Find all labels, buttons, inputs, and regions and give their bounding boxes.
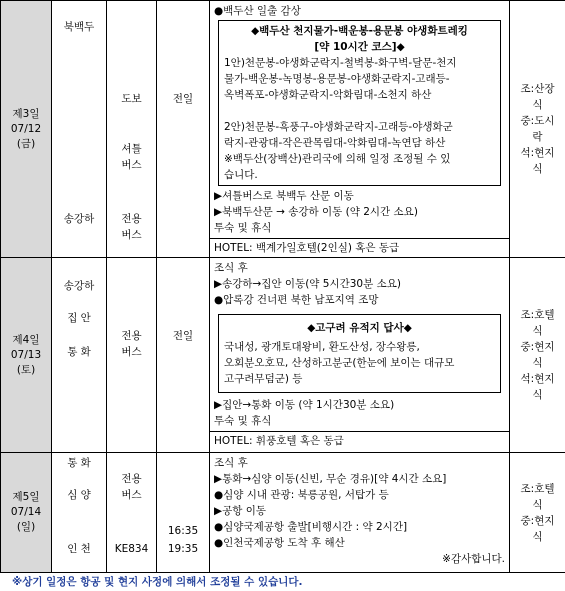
meal-line: 석:현지 xyxy=(520,373,555,385)
schedule-line: 조식 후 xyxy=(214,457,248,469)
schedule-line: 투숙 및 휴식 xyxy=(214,415,272,427)
day-cell xyxy=(1,453,52,573)
location-name: 통 화 xyxy=(67,346,91,358)
meal-line: 중:현지 xyxy=(520,514,555,527)
schedule-line: ▶집안→통화 이동 (약 1시간30분 소요) xyxy=(214,399,395,411)
meal-line: 식 xyxy=(532,357,543,369)
program-line: 락지-관광대-작은관목림대-악화림대-녹연담 하산 xyxy=(224,137,446,149)
thanks-note: ※감사합니다. xyxy=(442,553,505,565)
schedule-line: ▶셔틀버스로 북백두 산문 이동 xyxy=(214,190,354,202)
schedule-line: ●인천국제공항 도착 후 해산 xyxy=(214,537,345,549)
transport-cell xyxy=(107,1,157,258)
time-cell xyxy=(157,1,210,258)
meal-cell xyxy=(510,258,565,453)
program-line: 2안)천문봉-흑풍구-야생화군락지-고래등-야생화군 xyxy=(224,121,453,133)
transport-label: 버스 xyxy=(121,489,142,501)
transport-label: 버스 xyxy=(121,159,142,171)
day-label: 제5일 xyxy=(12,491,40,503)
transport-label: 전용 xyxy=(121,473,142,485)
schedule-cell xyxy=(210,1,510,258)
location-name: 송강하 xyxy=(63,280,95,292)
program-box xyxy=(218,314,501,393)
time-label: 전일 xyxy=(172,330,194,342)
location-name: 통 화 xyxy=(67,457,91,469)
meal-line: 식 xyxy=(532,389,543,401)
day-date: 07/13 xyxy=(10,348,42,361)
transport-label: 도보 xyxy=(121,93,142,105)
transport-label: 전용 xyxy=(121,213,142,225)
meal-line: 락 xyxy=(532,131,543,143)
program-line: 습니다. xyxy=(224,169,258,181)
schedule-line: ▶통화→심양 이동(신빈, 무순 경유)[약 4시간 소요] xyxy=(214,473,447,485)
footer-note: ※상기 일정은 항공 및 현지 사정에 의해서 조정될 수 있습니다. xyxy=(12,576,303,588)
program-line: 고구려무덤군) 등 xyxy=(224,373,303,385)
program-subtitle: [약 10시간 코스]◆ xyxy=(314,41,405,53)
day-row-4 xyxy=(1,258,565,453)
meal-line: 조:산장 xyxy=(520,83,555,95)
meal-line: 식 xyxy=(532,99,543,111)
program-line: ※백두산(장백산)관리국에 의해 일정 조정될 수 있 xyxy=(224,153,451,165)
departure-time: 16:35 xyxy=(167,525,199,537)
day-row-5 xyxy=(1,453,565,573)
meal-line: 조:호텔 xyxy=(520,309,555,321)
location-name: 집 안 xyxy=(67,312,91,324)
meal-line: 식 xyxy=(532,163,543,175)
transport-label: 버스 xyxy=(121,346,142,358)
day-cell xyxy=(1,258,52,453)
schedule-line: ●심양 시내 관광: 북릉공원, 서탑가 등 xyxy=(214,489,389,501)
program-line xyxy=(224,103,495,119)
transport-cell xyxy=(107,258,157,453)
transport-label: 버스 xyxy=(121,229,142,241)
day-label: 제3일 xyxy=(12,107,40,120)
meal-line: 조:호텔 xyxy=(520,482,555,495)
schedule-cell xyxy=(210,453,510,573)
day-row-3 xyxy=(1,1,565,258)
meal-line: 중:도시 xyxy=(520,115,555,127)
program-line: 1안)천문봉-야생화군락지-철벽봉-화구벽-달문-천지 xyxy=(224,57,457,69)
schedule-cell xyxy=(210,258,510,453)
location-name: 심 양 xyxy=(67,489,91,501)
program-title: ◆고구려 유적지 답사◆ xyxy=(307,322,412,334)
day-weekday: (토) xyxy=(16,363,36,376)
meal-line: 식 xyxy=(532,530,543,543)
flight-number: KE834 xyxy=(114,543,149,555)
hotel-info: HOTEL: 백계가일호텔(2인실) 혹은 동급 xyxy=(210,238,509,257)
day-weekday: (일) xyxy=(16,521,36,533)
schedule-line: 투숙 및 휴식 xyxy=(214,222,272,234)
schedule-line: ▶공항 이동 xyxy=(214,505,266,517)
meal-cell xyxy=(510,453,565,573)
schedule-line: ●심양국제공항 출발[비행시간 : 약 2시간] xyxy=(214,521,408,533)
program-box xyxy=(218,20,501,186)
location-name: 송강하 xyxy=(63,213,95,225)
hotel-info: HOTEL: 휘풍호텔 혹은 동급 xyxy=(210,431,509,450)
program-line: 오회분오호묘, 산성하고분군(한눈에 보이는 대규모 xyxy=(224,357,455,369)
location-cell xyxy=(52,453,107,573)
location-name: 북백두 xyxy=(63,21,95,33)
meal-line: 식 xyxy=(532,498,543,511)
location-cell xyxy=(52,258,107,453)
schedule-line: ▶송강하→집안 이동(약 5시간30분 소요) xyxy=(214,278,401,290)
program-line: 국내성, 광개토대왕비, 환도산성, 장수왕릉, xyxy=(224,341,420,353)
time-label: 전일 xyxy=(172,93,194,105)
day-date: 07/14 xyxy=(10,506,42,518)
transport-label: 전용 xyxy=(121,330,142,342)
location-name: 인 천 xyxy=(67,543,91,555)
transport-label: 셔틀 xyxy=(121,143,142,155)
location-cell xyxy=(52,1,107,258)
schedule-line: 조식 후 xyxy=(214,262,248,274)
meal-line: 식 xyxy=(532,325,543,337)
day-cell xyxy=(1,1,52,258)
program-title: ◆백두산 천지물가-백운봉-용문봉 야생화트레킹 xyxy=(251,25,468,37)
schedule-line: ●백두산 일출 감상 xyxy=(214,5,301,17)
meal-cell xyxy=(510,1,565,258)
time-cell xyxy=(157,453,210,573)
schedule-line: ▶북백두산문 → 송강하 이동 (약 2시간 소요) xyxy=(214,206,418,218)
program-line: 옥벽폭포-야생화군락지-악화림대-소천지 하산 xyxy=(224,89,432,101)
day-weekday: (금) xyxy=(16,137,36,150)
arrival-time: 19:35 xyxy=(167,543,199,555)
meal-line: 중:현지 xyxy=(520,341,555,353)
meal-line: 석:현지 xyxy=(520,147,555,159)
program-line: 물가-백운봉-녹명봉-용문봉-야생화군락지-고래등- xyxy=(224,73,450,85)
time-cell xyxy=(157,258,210,453)
day-label: 제4일 xyxy=(12,333,40,346)
transport-cell xyxy=(107,453,157,573)
schedule-line: ●압록강 건너편 북한 남포지역 조망 xyxy=(214,294,379,306)
day-date: 07/12 xyxy=(10,122,42,135)
